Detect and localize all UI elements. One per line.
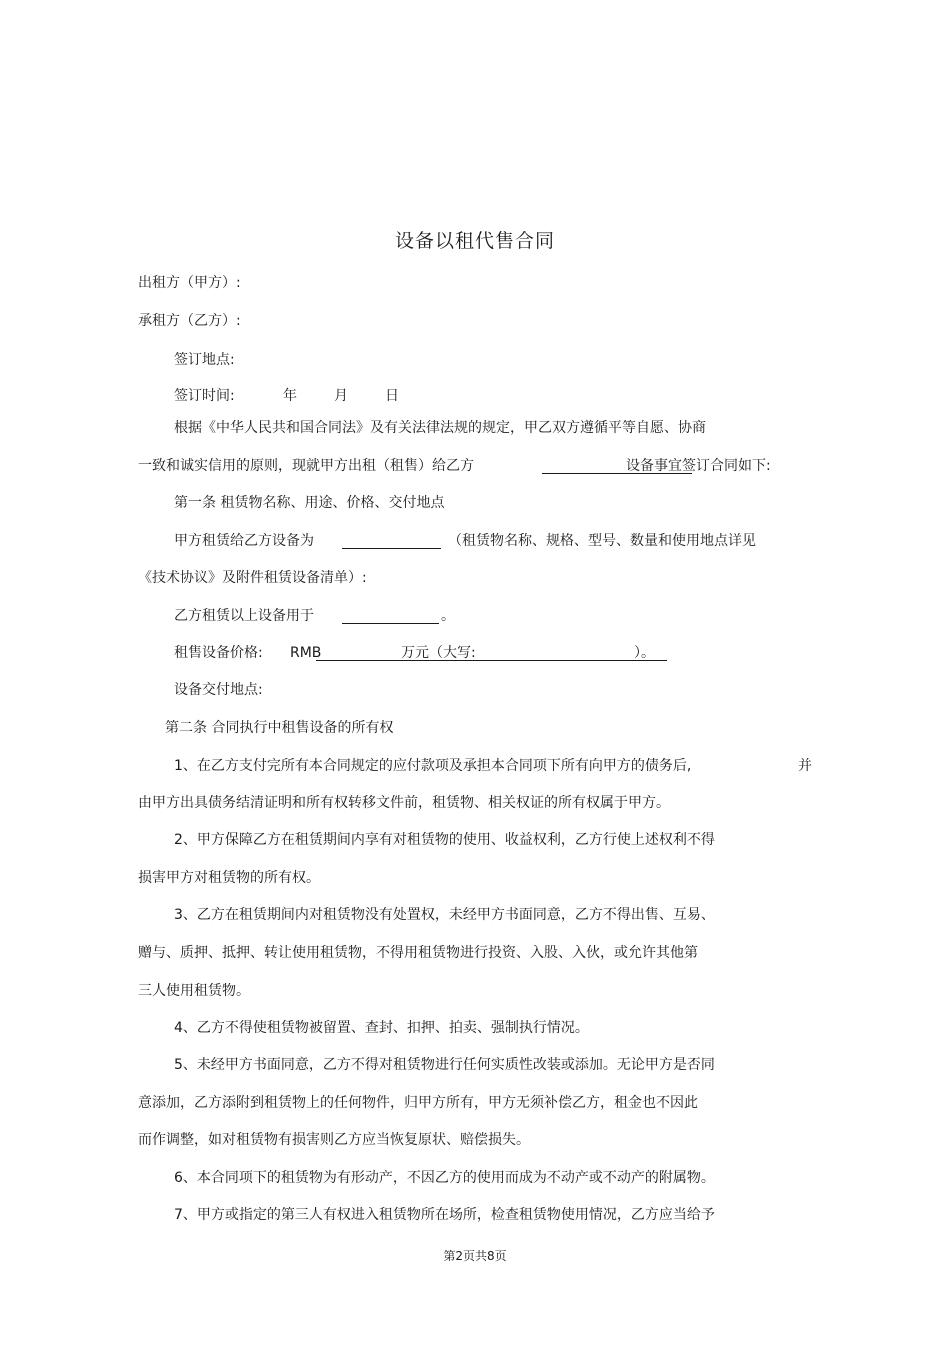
price-blank (316, 660, 667, 661)
clause-1-line-a: 1、在乙方支付完所有本合同规定的应付款项及承担本合同项下所有向甲方的债务后, (174, 758, 692, 774)
equipment-blank (342, 548, 441, 549)
contract-title: 设备以租代售合同 (394, 230, 555, 252)
price-end: ）。 (634, 645, 655, 661)
preamble-line-2a: 一致和诚实信用的原则，现就甲方出租（租售）给乙方 (138, 458, 474, 474)
article-1-equipment-b: （租赁物名称、规格、型号、数量和使用地点详见 (448, 533, 756, 549)
preamble-line-2b: 设备事宜签订合同如下: (626, 458, 771, 474)
signing-month: 月 (334, 388, 348, 404)
clause-5-line-b: 意添加，乙方添附到租赁物上的任何物件，归甲方所有，甲方无须补偿乙方，租金也不因此 (138, 1095, 698, 1111)
clause-3-line-b: 赠与、质押、抵押、转让使用租赁物，不得用租赁物进行投资、入股、入伙，或允许其他第 (138, 945, 698, 961)
lessor-line: 出租方（甲方）: (138, 275, 241, 291)
clause-5-line-c: 而作调整，如对租赁物有损害则乙方应当恢复原状、赔偿损失。 (138, 1132, 530, 1148)
preamble-line-1: 根据《中华人民共和国合同法》及有关法律法规的规定，甲乙双方遵循平等自愿、协商 (174, 420, 706, 436)
use-blank (342, 623, 439, 624)
article-1-use-a: 乙方租赁以上设备用于 (174, 608, 314, 624)
price-label: 租售设备价格: (174, 645, 263, 661)
delivery-place: 设备交付地点: (174, 682, 263, 698)
page-number: 第2页共8页 (443, 1249, 507, 1263)
signing-time-label: 签订时间: (174, 388, 235, 404)
article-1-heading: 第一条 租赁物名称、用途、价格、交付地点 (174, 495, 445, 511)
article-2-heading: 第二条 合同执行中租售设备的所有权 (165, 720, 394, 736)
clause-7: 7、甲方或指定的第三人有权进入租赁物所在场所，检查租赁物使用情况，乙方应当给予 (174, 1207, 715, 1223)
clause-3-line-a: 3、乙方在租赁期间内对租赁物没有处置权，未经甲方书面同意，乙方不得出售、互易、 (174, 907, 715, 923)
signing-day: 日 (385, 388, 399, 404)
clause-2-line-a: 2、甲方保障乙方在租赁期间内享有对租赁物的使用、收益权利，乙方行使上述权利不得 (174, 832, 715, 848)
signing-year: 年 (283, 388, 297, 404)
clause-5-line-a: 5、未经甲方书面同意，乙方不得对租赁物进行任何实质性改装或添加。无论甲方是否同 (174, 1057, 715, 1073)
article-1-equipment-c: 《技术协议》及附件租赁设备清单）: (138, 570, 367, 586)
clause-1-line-b: 并 (798, 758, 812, 774)
clause-4: 4、乙方不得使租赁物被留置、查封、扣押、拍卖、强制执行情况。 (174, 1020, 589, 1036)
clause-6: 6、本合同项下的租赁物为有形动产，不因乙方的使用而成为不动产或不动产的附属物。 (174, 1170, 715, 1186)
article-1-equipment-a: 甲方租赁给乙方设备为 (174, 533, 314, 549)
clause-3-line-c: 三人使用租赁物。 (138, 983, 250, 999)
price-currency: RMB (290, 645, 322, 661)
price-unit: 万元（大写: (401, 645, 476, 661)
article-1-use-b: 。 (441, 608, 455, 624)
signing-place: 签订地点: (174, 352, 235, 368)
lessee-line: 承租方（乙方）: (138, 313, 241, 329)
clause-2-line-b: 损害甲方对租赁物的所有权。 (138, 870, 320, 886)
clause-1-line-c: 由甲方出具债务结清证明和所有权转移文件前，租赁物、相关权证的所有权属于甲方。 (138, 795, 670, 811)
